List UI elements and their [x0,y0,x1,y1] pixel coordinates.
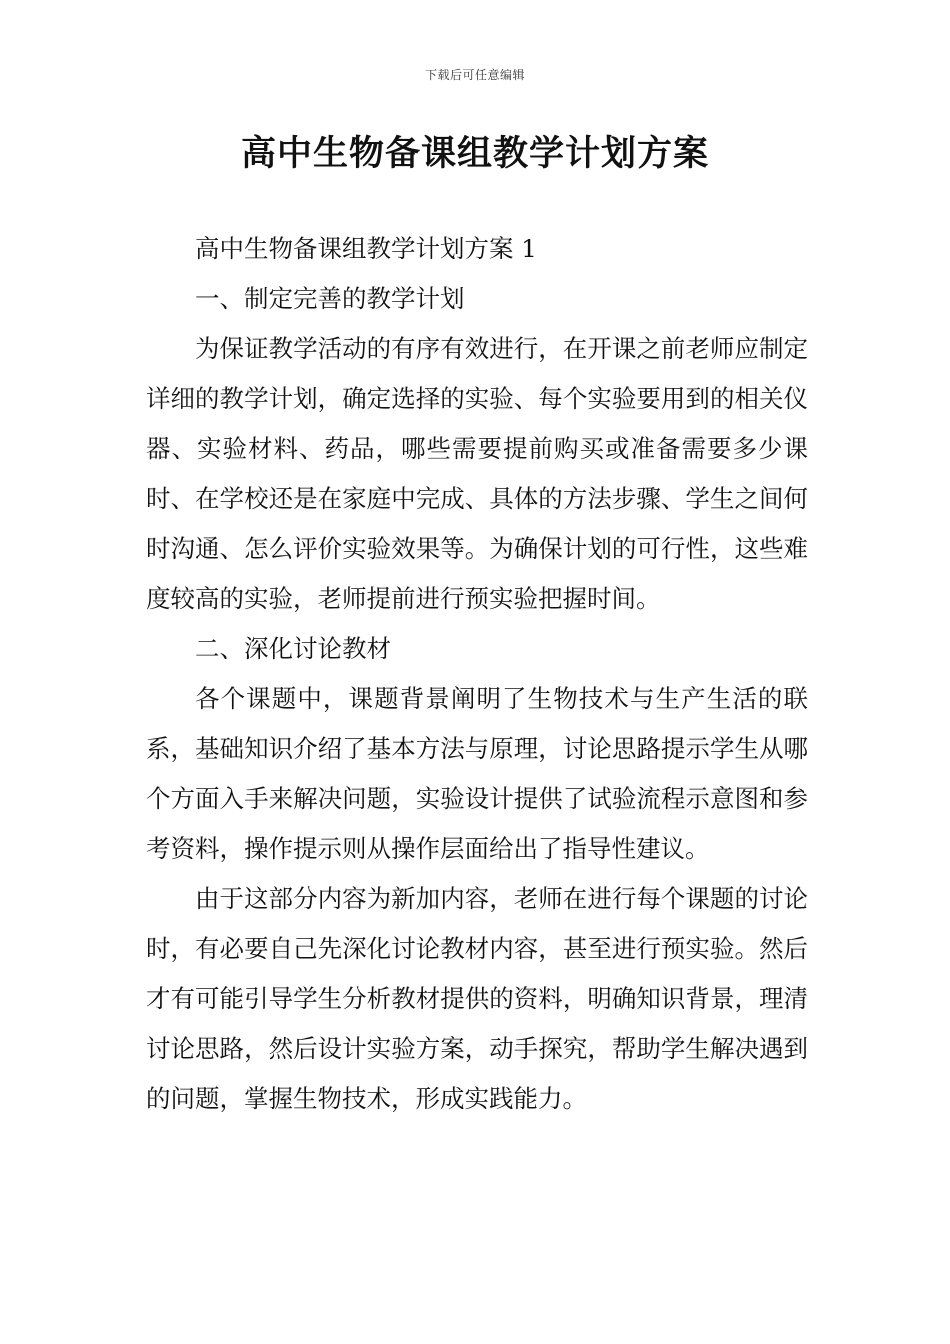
paragraph: 为保证教学活动的有序有效进行，在开课之前老师应制定详细的教学计划，确定选择的实验、每个实验要用到的相关仪器、实验材料、药品，哪些需要提前购买或准备需要多少课时、在学校还是在家庭中完成、具体的方法步骤、学生之间何时沟通、怎么评价实验效果等。为确保计划的可行性，这些难度较高的实验，老师提前进行预实验把握时间。 [146,334,808,613]
subheading-2: 二、深化讨论教材 [195,634,391,663]
paragraph: 各个课题中，课题背景阐明了生物技术与生产生活的联系，基础知识介绍了基本方法与原理，讨论思路提示学生从哪个方面入手来解决问题，实验设计提供了试验流程示意图和参考资料，操作提示则从操作层面给出了指导性建议。 [146,684,808,863]
document-body [146,224,808,1124]
header-note: 下载后可任意编辑 [424,68,525,82]
section-heading-plan: 高中生物备课组教学计划方案 1 [195,234,537,263]
document-title: 高中生物备课组教学计划方案 [240,133,709,174]
subheading-1: 一、制定完善的教学计划 [195,284,465,313]
paragraph: 由于这部分内容为新加内容，老师在进行每个课题的讨论时，有必要自己先深化讨论教材内容，甚至进行预实验。然后才有可能引导学生分析教材提供的资料，明确知识背景，理清讨论思路，然后设计实验方案，动手探究，帮助学生解决遇到的问题，掌握生物技术，形成实践能力。 [146,884,808,1113]
